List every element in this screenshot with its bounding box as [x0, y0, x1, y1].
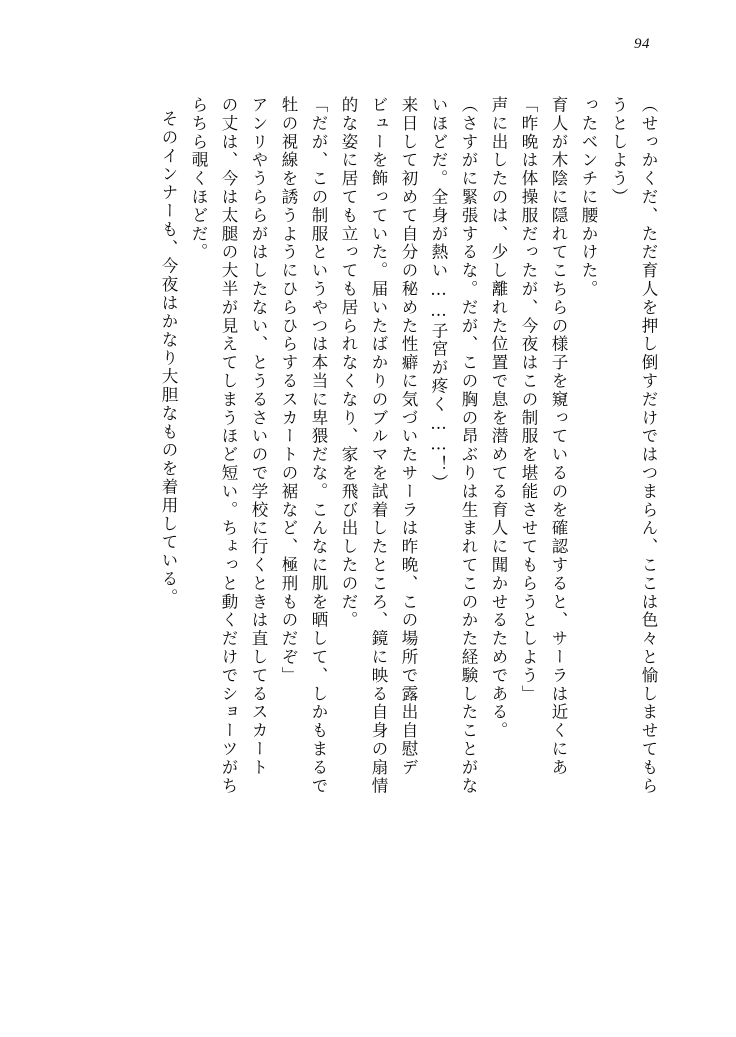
text-column: 声に出したのは、少し離れた位置で息を潜めてる育人に聞かせるためである。	[489, 96, 508, 740]
text-column: の丈は、今は太腿の大半が見えてしまうほど短い。ちょっと動くだけでショーツがち	[219, 96, 238, 796]
text-column: 「だが、この制服というやつは本当に卑猥だな。こんなに肌を晒して、しかもまるで	[309, 96, 328, 796]
vertical-text-body	[96, 96, 656, 916]
page-number: 94	[634, 36, 650, 52]
text-column: 育人が木陰に隠れてこちらの様子を窺っているのを確認すると、サーラは近くにあ	[549, 96, 568, 777]
text-column: 的な姿に居ても立っても居られなくなり、家を飛び出したのだ。	[339, 96, 358, 630]
text-column: （さすがに緊張するな。だが、この胸の昂ぶりは生まれてこのかた経験したことがな	[459, 96, 478, 796]
text-column: そのインナーも、今夜はかなり大胆なものを着用している。	[159, 110, 178, 607]
text-column: いほどだ。全身が熱い……子宮が疼く……！）	[429, 96, 448, 493]
text-column: 牡の視線を誘うようにひらひらするスカートの裾など、極刑ものだぞ」	[279, 96, 298, 685]
text-column: 「昨晩は体操服だったが、今夜はこの制服を堪能させてもらうとしよう」	[519, 96, 538, 704]
text-column: うとしよう）	[609, 96, 628, 207]
text-column: ビューを飾っていた。届いたばかりのブルマを試着したところ、鏡に映る自身の扇情	[369, 96, 388, 796]
text-column: らちら覗くほどだ。	[189, 96, 208, 262]
text-column: ったベンチに腰かけた。	[579, 96, 598, 299]
text-column: （せっかくだ、ただ育人を押し倒すだけではつまらん、ここは色々と愉しませてもら	[639, 96, 658, 796]
text-column: アンリやうららがはしたない、とうるさいので学校に行くときは直してるスカート	[249, 96, 268, 777]
text-column: 来日して初めて自分の秘めた性癖に気づいたサーラは昨晩、この場所で露出自慰デ	[399, 96, 418, 777]
